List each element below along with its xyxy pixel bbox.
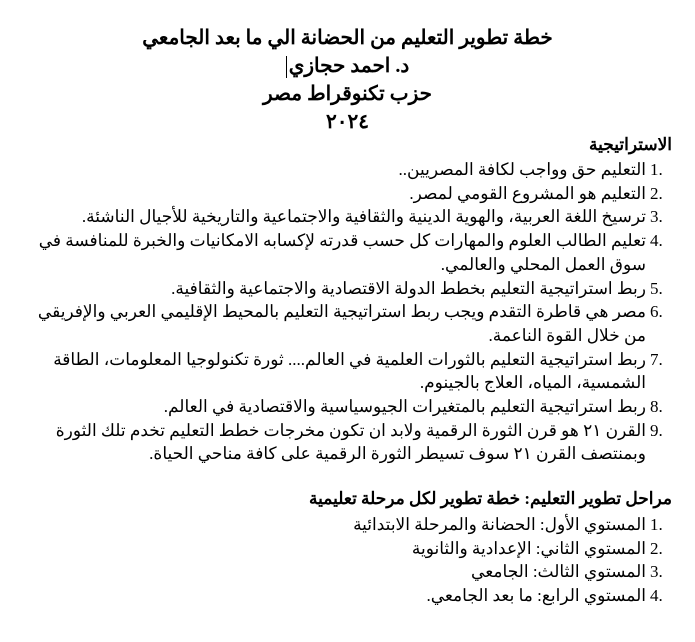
list-number: 9.	[650, 420, 663, 440]
list-number: 1.	[650, 515, 663, 534]
list-item-text: المستوي الثاني: الإعدادية والثانوية	[411, 538, 646, 558]
party-name: حزب تكنوقراط مصر	[263, 83, 432, 105]
list-item	[24, 182, 672, 206]
list-number: 1.	[650, 160, 663, 179]
list-item-text: التعليم حق وواجب لكافة المصريين..	[398, 160, 646, 179]
document-header	[0, 24, 695, 136]
list-item	[24, 300, 672, 347]
list-item-text: ربط استراتيجية التعليم بخطط الدولة الاقتصادية والاجتماعية والثقافية.	[171, 278, 646, 298]
list-item-text: المستوي الثالث: الجامعي	[471, 562, 646, 582]
list-item-text: مصر هي قاطرة التقدم ويجب ربط استراتيجية التعليم بالمحيط الإقليمي العربي والإفريقي من خلال القوة الناعمة.	[37, 302, 646, 345]
author-name: د. احمد حجازي	[288, 55, 410, 77]
list-number: 2.	[650, 183, 663, 203]
strategy-list	[24, 158, 672, 466]
list-item-text: القرن ٢١ هو قرن الثورة الرقمية ولابد ان تكون مخرجات خطط التعليم تخدم تلك الثورة وبمنتصف القرن ٢١ سوف تسيطر الثورة الرقمية على كافة مناحي الحياة.	[55, 420, 646, 464]
list-item	[24, 158, 672, 182]
list-number: 5.	[650, 278, 663, 298]
list-number: 6.	[650, 302, 663, 322]
list-number: 3.	[650, 207, 663, 227]
list-item-text: ربط استراتيجية التعليم بالثورات العلمية في العالم.... ثورة تكنولوجيا المعلومات، الطاقة الشمسية، المياه، العلاج بالجينوم.	[53, 349, 646, 393]
list-item-text: المستوي الرابع: ما بعد الجامعي.	[426, 586, 646, 606]
list-item	[24, 419, 672, 466]
list-item-text: ربط استراتيجية التعليم بالمتغيرات الجيوسياسية والاقتصادية في العالم.	[163, 397, 646, 417]
list-item	[24, 277, 672, 301]
list-item	[24, 584, 672, 608]
list-item	[24, 205, 672, 229]
list-item-text: التعليم هو المشروع القومي لمصر.	[409, 183, 646, 203]
list-number: 2.	[650, 538, 663, 558]
list-item	[24, 229, 672, 276]
list-number: 8.	[650, 397, 663, 417]
strategy-heading: الاستراتيجية	[589, 135, 672, 154]
list-item	[24, 537, 672, 561]
list-item-text: ترسيخ اللغة العربية، والهوية الدينية والثقافية والاجتماعية والتاريخية للأجيال الناشئة.	[81, 207, 646, 227]
stages-heading: مراحل تطوير التعليم: خطة تطوير لكل مرحلة تعليمية	[309, 489, 672, 508]
list-item	[24, 560, 672, 584]
author-line[interactable]	[0, 52, 695, 80]
list-item-text: تعليم الطالب العلوم والمهارات كل حسب قدرته لإكسابه الامكانيات والخبرة للمنافسة في سوق العمل المحلي والعالمي.	[38, 231, 646, 274]
list-item-text: المستوي الأول: الحضانة والمرحلة الابتدائية	[353, 515, 646, 534]
list-number: 3.	[650, 562, 663, 582]
list-number: 4.	[650, 231, 663, 251]
text-cursor	[286, 56, 287, 78]
stages-list	[24, 513, 672, 608]
list-item	[24, 348, 672, 395]
document-year: ٢٠٢٤	[326, 111, 369, 133]
list-number: 4.	[650, 586, 663, 606]
document-title: خطة تطوير التعليم من الحضانة الي ما بعد الجامعي	[142, 27, 553, 49]
list-item	[24, 513, 672, 537]
list-item	[24, 395, 672, 419]
list-number: 7.	[650, 349, 663, 369]
